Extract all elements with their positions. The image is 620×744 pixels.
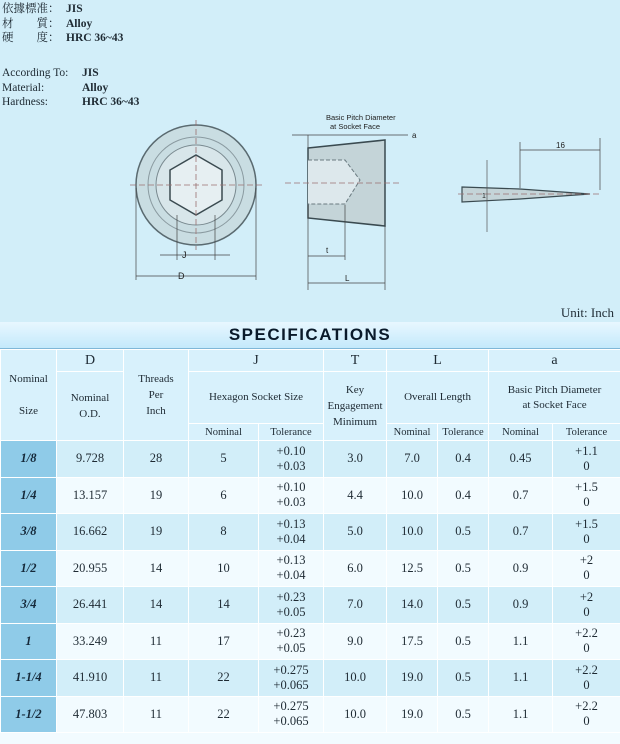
header-text: Size (19, 405, 38, 417)
cell-nominal-size: 1/2 (1, 550, 57, 587)
cell-od: 47.803 (57, 696, 124, 733)
header-j: J (189, 350, 324, 372)
cell-key-engagement: 7.0 (324, 587, 387, 624)
cell-threads: 11 (124, 660, 189, 697)
header-j-tolerance: Tolerance (259, 424, 324, 441)
cell-a-tolerance (553, 696, 620, 733)
cell-a-nominal: 1.1 (489, 623, 553, 660)
cell-l-nominal: 19.0 (387, 696, 438, 733)
header-a-tolerance: Tolerance (553, 424, 620, 441)
cell-nominal-size: 1 (1, 623, 57, 660)
callout-line1: Basic Pitch Diameter (326, 113, 396, 122)
cell-a-nominal: 0.9 (489, 587, 553, 624)
cell-l-nominal: 10.0 (387, 477, 438, 514)
tol-lower: +0.05 (276, 641, 306, 656)
header-cn-value: HRC 36~43 (66, 32, 124, 44)
label-1: 1 (482, 193, 486, 200)
cell-od: 33.249 (57, 623, 124, 660)
tol-lower: +0.03 (276, 458, 306, 473)
technical-drawing (0, 110, 620, 310)
header-nominal-od (57, 372, 124, 441)
cell-threads: 11 (124, 623, 189, 660)
tol-lower: 0 (583, 531, 590, 546)
cell-j-tolerance (259, 696, 324, 733)
tol-lower: +0.05 (276, 604, 306, 619)
header-en-row (2, 95, 140, 110)
tol-upper: +0.275 (273, 699, 309, 714)
cell-a-nominal: 1.1 (489, 660, 553, 697)
cell-l-tolerance: 0.5 (438, 514, 489, 551)
header-text: Per (148, 389, 164, 401)
cell-j-nominal: 6 (189, 477, 259, 514)
cell-a-tolerance (553, 477, 620, 514)
cell-threads: 14 (124, 550, 189, 587)
label-t: t (326, 246, 329, 255)
label-l: L (345, 274, 350, 283)
header-cn-row (2, 2, 83, 17)
cell-a-tolerance (553, 587, 620, 624)
header-cn-label: 依據標准： (2, 3, 60, 15)
cell-j-nominal: 10 (189, 550, 259, 587)
header-en-row (2, 66, 99, 81)
cell-nominal-size: 1-1/4 (1, 660, 57, 697)
tol-lower: +0.04 (276, 531, 306, 546)
table-row (1, 514, 620, 551)
plug-side-view (285, 135, 408, 290)
tol-upper: +2.2 (575, 662, 598, 677)
label-16: 16 (556, 141, 565, 150)
cell-od: 26.441 (57, 587, 124, 624)
tol-upper: +0.275 (273, 662, 309, 677)
header-overall-length: Overall Length (387, 372, 489, 424)
cell-l-nominal: 12.5 (387, 550, 438, 587)
tol-upper: +0.23 (276, 589, 306, 604)
header-text: Engagement (327, 400, 383, 412)
tol-upper: +2.2 (575, 626, 598, 641)
cell-nominal-size: 1/8 (1, 441, 57, 478)
cell-l-tolerance: 0.5 (438, 550, 489, 587)
label-a: a (412, 131, 417, 140)
header-en-label: Material: (2, 81, 45, 94)
header-d: D (57, 350, 124, 372)
header-j-nominal: Nominal (189, 424, 259, 441)
cell-key-engagement: 9.0 (324, 623, 387, 660)
cell-od: 13.157 (57, 477, 124, 514)
cell-threads: 28 (124, 441, 189, 478)
cell-nominal-size: 1-1/2 (1, 696, 57, 733)
cell-a-nominal: 1.1 (489, 696, 553, 733)
specifications-table (0, 349, 620, 733)
cell-l-nominal: 14.0 (387, 587, 438, 624)
header-cn-row (2, 17, 93, 32)
header-a-nominal: Nominal (489, 424, 553, 441)
table-row (1, 660, 620, 697)
header-cn-label: 材 質： (2, 17, 60, 30)
tol-upper: +0.13 (276, 553, 306, 568)
cell-l-tolerance: 0.5 (438, 696, 489, 733)
cell-a-tolerance (553, 660, 620, 697)
cell-a-nominal: 0.45 (489, 441, 553, 478)
header-key-engagement (324, 372, 387, 441)
cell-key-engagement: 4.4 (324, 477, 387, 514)
cell-key-engagement: 6.0 (324, 550, 387, 587)
unit-label: Unit: Inch (560, 305, 614, 320)
cell-j-tolerance (259, 441, 324, 478)
cell-l-tolerance: 0.5 (438, 660, 489, 697)
cell-l-nominal: 17.5 (387, 623, 438, 660)
cell-key-engagement: 5.0 (324, 514, 387, 551)
header-text: Basic Pitch Diameter (507, 383, 602, 396)
cell-l-tolerance: 0.5 (438, 623, 489, 660)
header-text: Key (345, 384, 365, 396)
tol-lower: +0.04 (276, 568, 306, 583)
label-d: D (178, 271, 185, 281)
header-text: Inch (146, 405, 166, 417)
tol-upper: +0.23 (276, 626, 306, 641)
table-row (1, 441, 620, 478)
cell-od: 9.728 (57, 441, 124, 478)
callout-line2: at Socket Face (330, 122, 381, 131)
cell-a-tolerance (553, 623, 620, 660)
table-row (1, 696, 620, 733)
cell-key-engagement: 10.0 (324, 660, 387, 697)
cell-j-nominal: 14 (189, 587, 259, 624)
header-chinese (2, 2, 124, 46)
header-en-value: HRC 36~43 (82, 96, 140, 108)
cell-a-tolerance (553, 514, 620, 551)
cell-od: 41.910 (57, 660, 124, 697)
header-text: Nominal (9, 373, 48, 385)
cell-j-tolerance (259, 514, 324, 551)
cell-nominal-size: 3/4 (1, 587, 57, 624)
cell-key-engagement: 3.0 (324, 441, 387, 478)
cell-l-tolerance: 0.4 (438, 441, 489, 478)
plug-top-view (130, 120, 262, 280)
cell-threads: 14 (124, 587, 189, 624)
cell-a-tolerance (553, 441, 620, 478)
cell-j-tolerance (259, 550, 324, 587)
tol-lower: +0.065 (273, 677, 309, 692)
tol-upper: +2 (579, 553, 594, 568)
cell-j-tolerance (259, 477, 324, 514)
header-cn-row (2, 31, 124, 46)
header-nominal-size (1, 350, 57, 441)
cell-threads: 11 (124, 696, 189, 733)
cell-nominal-size: 3/8 (1, 514, 57, 551)
cell-j-nominal: 8 (189, 514, 259, 551)
header-en-value: JIS (82, 67, 99, 79)
cell-j-nominal: 22 (189, 696, 259, 733)
tol-upper: +1.5 (575, 480, 598, 495)
table-row (1, 550, 620, 587)
header-english (2, 66, 140, 110)
header-cn-label: 硬 度： (2, 32, 60, 44)
cell-key-engagement: 10.0 (324, 696, 387, 733)
cell-a-nominal: 0.7 (489, 514, 553, 551)
cell-od: 20.955 (57, 550, 124, 587)
cell-a-nominal: 0.7 (489, 477, 553, 514)
header-text: Minimum (333, 416, 378, 428)
header-cn-value: JIS (66, 3, 83, 15)
cell-nominal-size: 1/4 (1, 477, 57, 514)
cell-l-nominal: 19.0 (387, 660, 438, 697)
cell-threads: 19 (124, 477, 189, 514)
header-l-tolerance: Tolerance (438, 424, 489, 441)
header-text: Threads (138, 373, 174, 385)
tol-upper: +2.2 (575, 699, 598, 714)
header-basic-pitch (489, 372, 620, 424)
tol-lower: 0 (583, 714, 590, 729)
taper-gauge (458, 138, 600, 232)
tol-lower: 0 (583, 677, 590, 692)
tol-lower: 0 (583, 568, 590, 583)
cell-l-tolerance: 0.5 (438, 587, 489, 624)
label-j: J (182, 250, 187, 260)
cell-j-nominal: 22 (189, 660, 259, 697)
cell-j-tolerance (259, 660, 324, 697)
cell-a-tolerance (553, 550, 620, 587)
tol-upper: +1.1 (575, 443, 598, 458)
table-row (1, 477, 620, 514)
specifications-panel (0, 322, 620, 744)
tol-upper: +2 (579, 589, 594, 604)
table-row (1, 587, 620, 624)
header-text: Nominal (70, 392, 110, 404)
cell-od: 16.662 (57, 514, 124, 551)
header-en-label: Hardness: (2, 96, 48, 108)
tol-lower: 0 (583, 495, 590, 510)
tol-lower: 0 (583, 604, 590, 619)
header-text: O.D. (79, 408, 101, 420)
header-a: a (489, 350, 620, 372)
cell-l-nominal: 7.0 (387, 441, 438, 478)
header-threads (124, 350, 189, 441)
tol-lower: 0 (583, 641, 590, 656)
tol-upper: +0.10 (276, 480, 306, 495)
cell-j-nominal: 5 (189, 441, 259, 478)
tol-lower: 0 (583, 458, 590, 473)
header-en-row (2, 81, 109, 96)
header-cn-value: Alloy (66, 17, 93, 30)
header-l-nominal: Nominal (387, 424, 438, 441)
cell-threads: 19 (124, 514, 189, 551)
cell-j-nominal: 17 (189, 623, 259, 660)
tol-upper: +1.5 (575, 516, 598, 531)
cell-l-nominal: 10.0 (387, 514, 438, 551)
header-hex-socket: Hexagon Socket Size (189, 372, 324, 424)
header-t: T (324, 350, 387, 372)
table-row (1, 623, 620, 660)
tol-upper: +0.10 (276, 443, 306, 458)
cell-j-tolerance (259, 623, 324, 660)
tol-upper: +0.13 (276, 516, 306, 531)
header-l: L (387, 350, 489, 372)
header-en-label: According To: (2, 67, 69, 79)
cell-a-nominal: 0.9 (489, 550, 553, 587)
specifications-title: SPECIFICATIONS (0, 322, 620, 349)
header-en-value: Alloy (82, 81, 109, 94)
cell-j-tolerance (259, 587, 324, 624)
header-text: at Socket Face (522, 398, 587, 411)
tol-lower: +0.03 (276, 495, 306, 510)
tol-lower: +0.065 (273, 714, 309, 729)
cell-l-tolerance: 0.4 (438, 477, 489, 514)
